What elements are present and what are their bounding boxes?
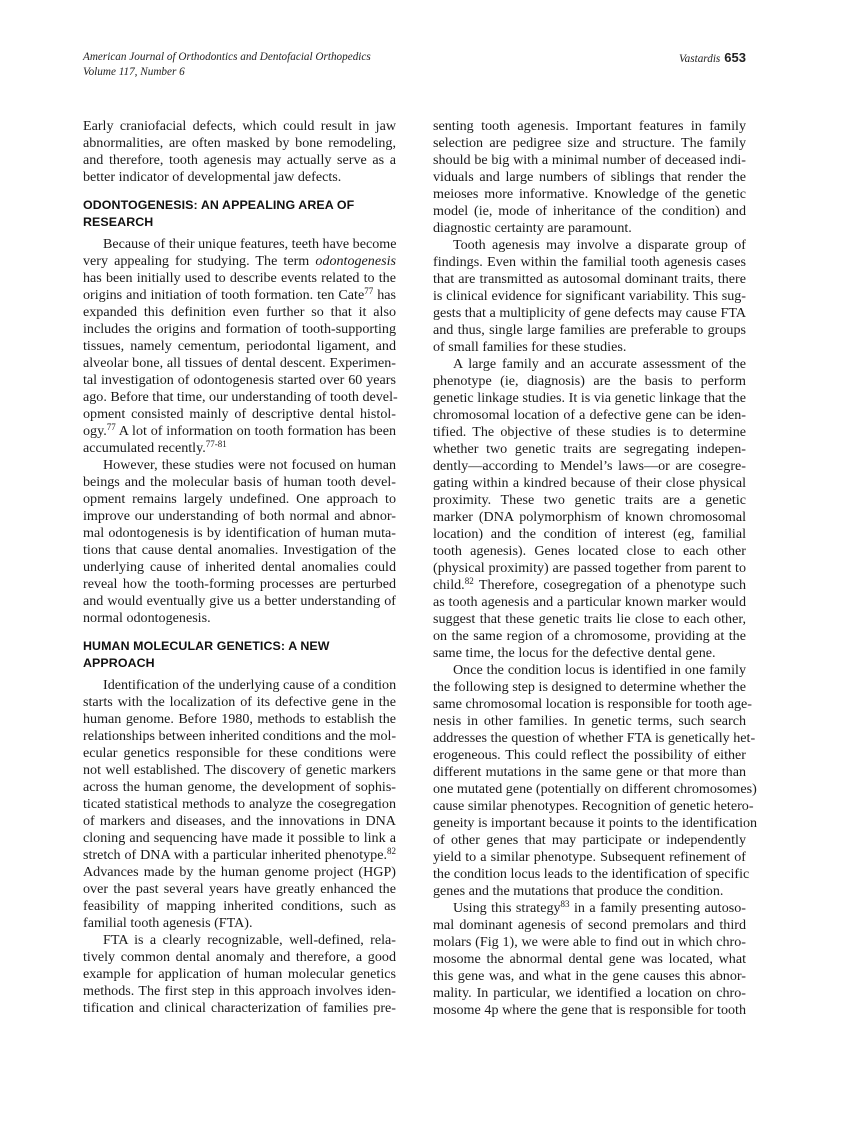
text-line: includes the origins and formation of tooth-supporting [83,321,396,337]
text-line: relationships between inherited conditions and the mol- [83,728,397,744]
paragraph [83,932,396,1017]
text-line: mosome the abnormal dental gene was located, what [433,951,746,967]
text-line: genetic linkage studies. It is via genetic linkage that the [433,390,746,406]
text-line: chromosomal location of a defective gene can be iden- [433,407,746,423]
text-line: phenotype (ie, diagnosis) are the basis to perform [433,373,746,389]
text-line: starts with the localization of its defective gene in the [83,694,396,710]
text: stretch of DNA with a particular inherited phenotype. [83,847,387,863]
text-line: of other genes that may participate or independently [433,832,746,848]
text-line: senting tooth agenesis. Important features in family [433,118,746,134]
journal-title: American Journal of Orthodontics and Dentofacial Orthopedics [83,51,371,63]
text-line: tions that cause dental anomalies. Investigation of the [83,542,396,558]
text-line: opment consisted mainly of descriptive dental histol- [83,406,396,422]
paragraph [83,677,396,932]
text-line: tification and clinical characterization of families pre- [83,1000,396,1016]
text-line: different mutations in the same gene or that more than [433,764,746,780]
text-line: FTA is a clearly recognizable, well-defined, rela- [103,932,396,948]
text: ogy. [83,423,107,439]
paragraph [83,236,396,457]
text-line: model (ie, mode of inheritance of the condition) and [433,203,746,219]
paragraph [433,118,746,237]
text-line: mality. In particular, we identified a location on chro- [433,985,746,1001]
text: child. [433,577,465,593]
text-line: Tooth agenesis may involve a disparate group of [453,237,746,253]
text: accumulated recently. [83,440,206,456]
text-line: example for application of human molecular genetics [83,966,396,982]
text-line: location) and the condition of interest (eg, familial [433,526,746,542]
text: has [373,287,396,303]
text-line: ticated statistical methods to analyze the cosegregation [83,796,396,812]
page-number: 653 [724,50,746,65]
text-line: and thus, single large families are preferable to groups [433,322,746,338]
text-line: diagnostic certainty are paramount. [433,220,632,236]
text-line [433,900,746,917]
text-line: the following step is designed to determine whether the [433,679,746,695]
text-line: beings and the molecular basis of human tooth devel- [83,474,396,490]
text-line: tively common dental anomaly and therefore, a good [83,949,396,965]
text-line: and would eventually give us a better understanding of [83,593,396,609]
text-line: should be big with a minimal number of deceased indi- [433,152,746,168]
italic-term: odontogenesis [315,253,396,269]
text-line: selection are pedigree size and structure. The family [433,135,746,151]
text-line: genes and the mutations that produce the condition. [433,883,724,899]
right-column [433,118,758,1019]
text-line: the condition locus leads to the identification of specific [433,866,750,882]
text-line: suggest that these genetic traits lie close to each other, [433,611,746,627]
journal-info [83,50,371,80]
text-line: ecular genetics responsible for these conditions were [83,745,396,761]
citation: 82 [464,576,474,586]
text-line: molars (Fig 1), we were able to find out in which chro- [433,934,746,950]
text-line: (physical proximity) are passed together from parent to [433,560,746,576]
text-line: addresses the question of whether FTA is genetically het- [433,730,756,746]
heading-line: RESEARCH [83,215,154,229]
text-line: Identification of the underlying cause of a condition [103,677,397,693]
text-line: However, these studies were not focused on human [103,457,396,473]
text: in a family presenting autoso- [569,900,746,916]
text-line: tooth agenesis). Genes located close to each other [433,543,746,559]
citation: 82 [387,846,396,856]
text-line: opment remains largely undefined. One approach to [83,491,396,507]
text: very appealing for studying. The term [83,253,310,269]
text-line: methods. The first step in this approach involves iden- [83,983,396,999]
text-line: expanded this definition even further so that it also [83,304,396,320]
text-line: Advances made by the human genome project (HGP) [83,864,396,880]
text-line: mal dominant agenesis of second premolars and third [433,917,746,933]
citation: 83 [560,899,570,909]
heading-line: ODONTOGENESIS: AN APPEALING AREA OF [83,198,355,212]
text-line: over the past several years have greatly enhanced the [83,881,396,897]
text-line: alveolar bone, all tissues of dental descent. Experimen- [83,355,396,371]
citation: 77 [106,422,116,432]
text-line: viduals and large numbers of siblings that render the [433,169,746,185]
text-line: tissues, namely cementum, periodontal ligament, and [83,338,396,354]
text-line: familial tooth agenesis (FTA). [83,915,253,931]
paragraph [433,900,746,1019]
text-line: across the human genome, the development of sophis- [83,779,396,795]
text-line: of small families for these studies. [433,339,627,355]
text-line: improve our understanding of both normal and abnor- [83,508,396,524]
citation: 77-81 [205,439,227,449]
text-line: yield to a similar phenotype. Subsequent refinement of [433,849,746,865]
text-line: gests that a multiplicity of gene defects may cause FTA [433,305,746,321]
text-line: as tooth agenesis and a particular known marker would [433,594,746,610]
text-line: on the same region of a chromosome, providing at the [433,628,746,644]
text-line [83,847,396,864]
text-line: human genome. Before 1980, methods to establish the [83,711,396,727]
text-line: mosome 4p where the gene that is responsible for tooth [433,1002,746,1018]
heading-line: HUMAN MOLECULAR GENETICS: A NEW [83,639,330,653]
text-line: same time, the locus for the defective dental gene. [433,645,716,661]
text-line: cause similar phenotypes. Recognition of genetic hetero- [433,798,754,814]
paragraph [433,662,758,900]
text-line: feasibility of mapping inherited conditions, such as [83,898,396,914]
text-line: erogeneous. This could reflect the possibility of either [433,747,746,763]
text-line: is clinical evidence for significant variability. This sug- [433,288,746,304]
text: A lot of information on tooth formation has been [115,423,396,439]
text-line: better indicator of developmental jaw defects. [83,169,342,185]
text: Using this strategy [453,900,561,916]
left-column [83,118,396,1017]
paragraph [83,457,396,627]
journal-volume: Volume 117, Number 6 [83,66,185,78]
text-line: normal odontogenesis. [83,610,211,626]
text-line: Once the condition locus is identified in one family [453,662,746,678]
text-line: one mutated gene (potentially on different chromosomes) [433,781,757,797]
text-line: cloning and sequencing have made it possible to link a [83,830,396,846]
text-line [83,423,396,440]
text-line: tal investigation of odontogenesis started over 60 years [83,372,396,388]
text-line: this gene was, and what in the gene causes this abnor- [433,968,746,984]
paragraph [433,356,746,662]
citation: 77 [364,286,374,296]
text-line [83,253,396,270]
text-line: meioses more informative. Knowledge of the genetic [433,186,746,202]
text-line: has been initially used to describe events related to the [83,270,396,286]
text-line: underlying cause of inherited dental anomalies could [83,559,396,575]
text: Therefore, cosegregation of a phenotype such [473,577,746,593]
text-line: Early craniofacial defects, which could result in jaw [83,118,396,134]
text-line: mal odontogenesis is by identification of human muta- [83,525,396,541]
text-line: ago. Before that time, our understanding of tooth devel- [83,389,398,405]
text-line: nesis in other families. In genetic terms, such search [433,713,746,729]
section-heading-odontogenesis [83,197,396,231]
paragraph [433,237,746,356]
text-line: abnormalities, are often masked by bone remodeling, [83,135,396,151]
text-line [433,577,746,594]
section-heading-molecular-genetics [83,638,396,672]
text-line: gating within a kindred because of their close physical [433,475,746,491]
text-line: reveal how the tooth-forming processes are perturbed [83,576,396,592]
text-line: geneity is important because it points to the identification [433,815,758,831]
text-line: proximity. These two genetic traits are a genetic [433,492,746,508]
text-line: Because of their unique features, teeth have become [103,236,397,252]
intro-paragraph [83,118,396,186]
author-name: Vastardis [679,53,721,65]
text-line: and therefore, tooth agenesis may actually serve as a [83,152,396,168]
author-page [679,50,746,67]
text-line: dently—according to Mendel’s laws—or are cosegre- [433,458,746,474]
text-line: not well established. The discovery of genetic markers [83,762,396,778]
text-line: of markers and diseases, and the innovations in DNA [83,813,396,829]
text: origins and initiation of tooth formation. ten Cate [83,287,365,303]
heading-line: APPROACH [83,656,155,670]
text-line: findings. Even within the familial tooth agenesis cases [433,254,746,270]
text-line: same chromosomal location is responsible for tooth age- [433,696,752,712]
text-line: whether two genetic traits are segregating indepen- [433,441,746,457]
text-line: A large family and an accurate assessment of the [453,356,746,372]
text-line [83,440,396,457]
text-line: tified. The objective of these studies is to determine [433,424,746,440]
text-line [83,287,396,304]
text-line: marker (DNA polymorphism of known chromosomal [433,509,746,525]
text-line: that are transmitted as autosomal dominant traits, there [433,271,746,287]
